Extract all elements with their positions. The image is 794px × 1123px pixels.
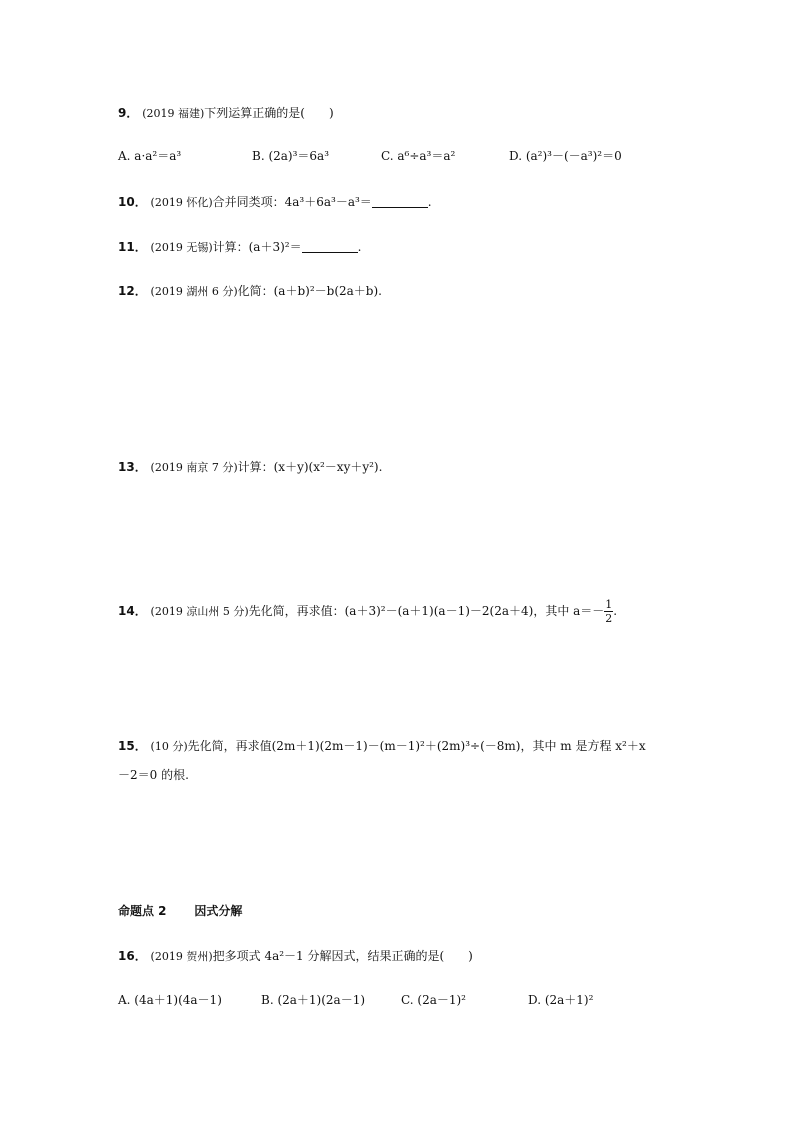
answer-blank[interactable]: [302, 240, 358, 253]
option-a: A. (4a＋1)(4a－1): [118, 993, 222, 1007]
question-source: (2019 怀化): [150, 196, 213, 209]
question-16: 16． (2019 贺州)把多项式 4a²－1 分解因式，结果正确的是( ): [118, 949, 473, 963]
option-c: C. (2a－1)²: [401, 993, 466, 1007]
question-source: (2019 贺州): [150, 950, 213, 963]
question-9: 9． (2019 福建)下列运算正确的是( ): [118, 106, 334, 120]
option-a: A. a·a²＝a³: [118, 149, 182, 163]
option-d: D. (2a＋1)²: [528, 993, 594, 1007]
question-source: (2019 福建): [142, 107, 205, 120]
question-source: (2019 南京 7 分): [150, 461, 238, 474]
section-title: 命题点 2: [118, 904, 167, 918]
section-heading: [118, 902, 242, 920]
option-c: C. a⁶÷a³＝a²: [381, 149, 456, 163]
fraction: $\frac{1}{2}$: [605, 598, 613, 625]
question-number: 16: [118, 949, 135, 963]
question-text: 计算：(x＋y)(x²－xy＋y²).: [237, 460, 383, 474]
question-number: 13: [118, 460, 135, 474]
question-13: 13． (2019 南京 7 分)计算：(x＋y)(x²－xy＋y²).: [118, 460, 383, 474]
question-text: 化简：(a＋b)²－b(2a＋b).: [237, 284, 382, 298]
question-14: 14． (2019 凉山州 5 分)先化简，再求值：(a＋3)²－(a＋1)(a－1)－2(2a＋4)，其中 a＝－ $\frac{1}{2}$ .: [118, 598, 618, 625]
question-text: 计算：(a＋3)²＝: [212, 240, 302, 254]
question-number: 9: [118, 106, 127, 120]
question-text: 把多项式 4a²－1 分解因式，结果正确的是( ): [212, 949, 473, 963]
question-text: 先化简，再求值(2m＋1)(2m－1)－(m－1)²＋(2m)³÷(－8m)，其中 m 是方程 x²＋x: [187, 739, 646, 753]
question-10: 10． (2019 怀化)合并同类项：4a³＋6a³－a³＝ .: [118, 195, 432, 209]
question-text: 下列运算正确的是( ): [204, 106, 334, 120]
question-number: 15: [118, 739, 135, 753]
question-source: (2019 湖州 6 分): [150, 285, 238, 298]
question-source: (2019 无锡): [150, 241, 213, 254]
question-number: 10: [118, 195, 135, 209]
question-12: 12． (2019 湖州 6 分)化简：(a＋b)²－b(2a＋b).: [118, 284, 382, 298]
option-b: B. (2a)³＝6a³: [252, 149, 330, 163]
question-15: 15． (10 分)先化简，再求值(2m＋1)(2m－1)－(m－1)²＋(2m)³÷(－8m)，其中 m 是方程 x²＋x: [118, 739, 646, 753]
question-15-continued: －2＝0 的根.: [118, 768, 189, 782]
answer-blank[interactable]: [372, 195, 428, 208]
question-text: 先化简，再求值：(a＋3)²－(a＋1)(a－1)－2(2a＋4)，其中 a＝－: [248, 604, 605, 618]
question-source: (10 分): [150, 740, 188, 753]
question-number: 11: [118, 240, 135, 254]
option-b: B. (2a＋1)(2a－1): [261, 993, 366, 1007]
option-d: D. (a²)³－(－a³)²＝0: [509, 149, 622, 163]
question-11: 11． (2019 无锡)计算：(a＋3)²＝ .: [118, 240, 362, 254]
question-text: 合并同类项：4a³＋6a³－a³＝: [212, 195, 372, 209]
question-number: 14: [118, 604, 135, 618]
question-number: 12: [118, 284, 135, 298]
question-source: (2019 凉山州 5 分): [150, 605, 249, 618]
section-topic: 因式分解: [194, 904, 243, 918]
